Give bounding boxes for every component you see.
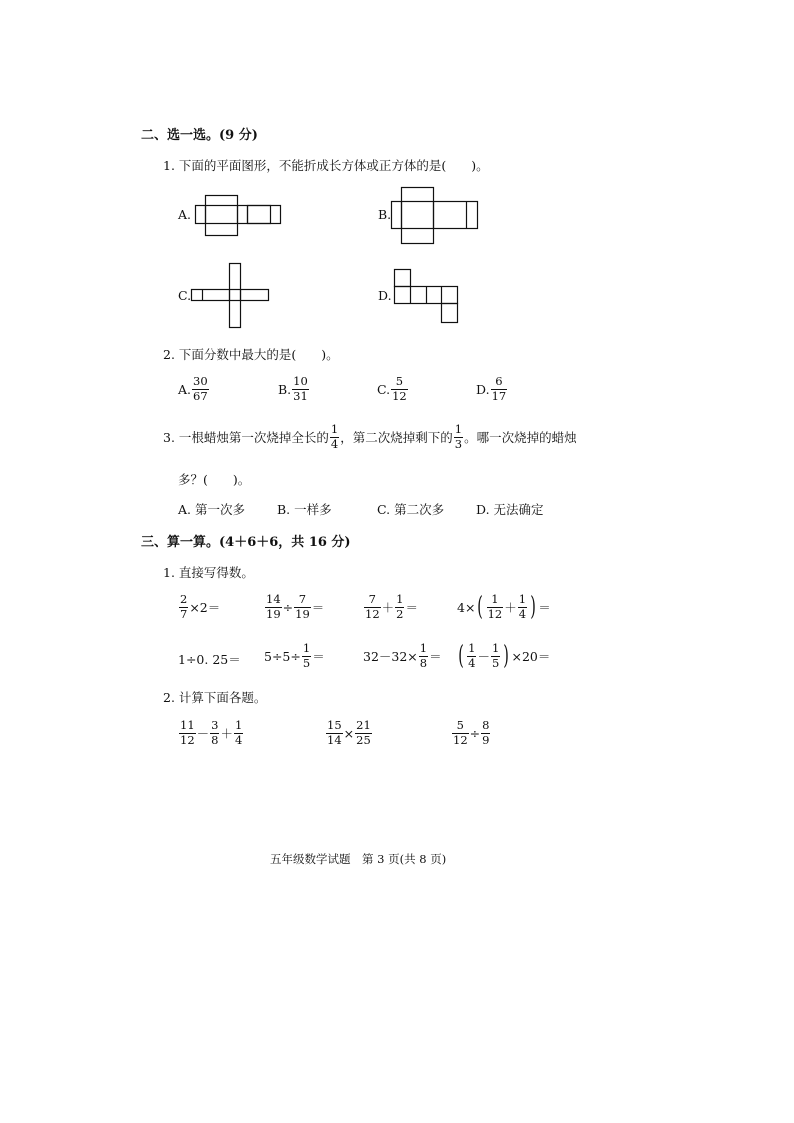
- denominator: 4: [235, 732, 243, 747]
- expression-head: 4×: [457, 599, 476, 615]
- q2-option-b: [278, 376, 310, 402]
- numerator: 1: [492, 641, 500, 655]
- operator: ÷: [469, 725, 481, 741]
- operator: ＋: [220, 726, 233, 741]
- expression-tail: ＝: [311, 600, 325, 615]
- denominator: 8: [419, 655, 428, 670]
- expression-8: [456, 643, 550, 669]
- numerator: 7: [368, 592, 376, 606]
- fraction: [294, 594, 311, 620]
- expression-1: [178, 594, 220, 620]
- fraction: [265, 594, 282, 620]
- numerator: 15: [327, 718, 342, 732]
- denominator: 8: [211, 732, 219, 747]
- fraction: [326, 720, 343, 746]
- expression-tail: ×2＝: [189, 600, 221, 615]
- fraction: [419, 643, 428, 669]
- expression-6: [264, 643, 325, 669]
- numerator: 11: [180, 718, 195, 732]
- section-3-title: 三、算一算。(4＋6＋6，共 16 分): [141, 535, 351, 550]
- denominator: 2: [396, 606, 404, 621]
- q2-option-c-label: C.: [377, 381, 391, 397]
- page-footer: 五年级数学试题 第 3 页(共 8 页): [270, 852, 447, 866]
- expression-tail: ×20＝: [511, 649, 551, 664]
- numerator: 1: [302, 641, 311, 655]
- fraction: [395, 594, 404, 620]
- expression-tail: ＝: [312, 649, 325, 664]
- numerator: 8: [482, 718, 490, 732]
- numerator: 2: [180, 592, 188, 606]
- numerator: 6: [495, 374, 503, 388]
- net-option-b: [390, 186, 480, 246]
- operator: ＋: [381, 600, 395, 615]
- denominator: 4: [518, 606, 527, 621]
- denominator: 12: [392, 388, 407, 403]
- numerator: 14: [266, 592, 281, 606]
- q2-option-b-label: B.: [278, 381, 292, 397]
- q3-option-d: D. 无法确定: [476, 502, 544, 517]
- numerator: 21: [356, 718, 371, 732]
- denominator: 17: [491, 388, 507, 403]
- denominator: 14: [327, 732, 342, 747]
- fraction: [487, 594, 504, 620]
- q2-option-a-label: A.: [178, 381, 192, 397]
- denominator: 12: [180, 732, 195, 747]
- question-2-2-stem: 2. 下面分数中最大的是( )。: [163, 347, 339, 362]
- q2-option-c: [377, 376, 409, 402]
- question-3-1-stem: 1. 直接写得数。: [163, 565, 254, 580]
- calculation-1: [178, 720, 244, 746]
- operator: ×: [343, 725, 355, 741]
- numerator: 30: [193, 374, 208, 388]
- right-paren: ): [503, 641, 510, 671]
- fraction: [491, 643, 500, 669]
- fraction: [518, 594, 527, 620]
- fraction: [302, 643, 311, 669]
- fraction: [491, 376, 508, 402]
- stem-part: ，第二次烧掉剩下的: [340, 430, 453, 445]
- denominator: 7: [180, 606, 188, 621]
- operator: ÷: [282, 599, 294, 615]
- expression-2: [264, 594, 324, 620]
- stem-part: 。哪一次烧掉的蜡烛: [464, 430, 577, 445]
- expression-head: 5÷5÷: [264, 648, 301, 664]
- numerator: 5: [456, 718, 464, 732]
- q2-option-a: [178, 376, 210, 402]
- expression-head: 32－32×: [363, 649, 418, 664]
- fraction: [454, 424, 463, 450]
- expression-text: 1÷0. 25＝: [178, 652, 241, 667]
- expression-tail: ＝: [405, 600, 418, 615]
- numerator: 1: [491, 592, 499, 606]
- numerator: 10: [293, 374, 308, 388]
- q3-option-a: A. 第一次多: [178, 502, 245, 517]
- q2-option-d-label: D.: [476, 381, 490, 397]
- option-a-label: A.: [178, 207, 192, 222]
- denominator: 12: [453, 732, 468, 747]
- numerator: 5: [395, 374, 404, 388]
- fraction: [179, 720, 196, 746]
- denominator: 9: [482, 732, 490, 747]
- right-paren: ): [530, 592, 536, 622]
- question-3-2-stem: 2. 计算下面各题。: [163, 690, 267, 705]
- denominator: 25: [356, 732, 371, 747]
- numerator: 7: [298, 592, 307, 606]
- denominator: 19: [266, 606, 281, 621]
- expression-3: [363, 594, 418, 620]
- section-2-title: 二、选一选。(9 分): [141, 128, 258, 143]
- fraction: [467, 643, 476, 669]
- denominator: 12: [487, 606, 503, 621]
- fraction: [234, 720, 243, 746]
- expression-4: [457, 594, 551, 620]
- expression-tail: ＝: [538, 600, 551, 615]
- q3-option-b: B. 一样多: [277, 502, 332, 517]
- fraction: [364, 594, 381, 620]
- question-2-3-stem: [163, 424, 577, 450]
- fraction: [292, 376, 309, 402]
- numerator: 1: [396, 592, 404, 606]
- numerator: 1: [330, 422, 339, 436]
- denominator: 5: [492, 655, 500, 670]
- question-2-3-stem-line2: 多？( )。: [178, 472, 251, 487]
- fraction: [391, 376, 408, 402]
- denominator: 31: [293, 388, 308, 403]
- denominator: 19: [295, 606, 310, 621]
- numerator: 1: [235, 718, 243, 732]
- fraction: [355, 720, 372, 746]
- fraction: [210, 720, 219, 746]
- fraction: [481, 720, 490, 746]
- option-b-label: B.: [378, 207, 392, 222]
- calculation-3: [451, 720, 491, 746]
- denominator: 5: [302, 655, 311, 670]
- numerator: 3: [211, 718, 219, 732]
- question-2-1-stem: 1. 下面的平面图形，不能折成长方体或正方体的是( )。: [163, 158, 489, 173]
- q3-option-c: C. 第二次多: [377, 502, 445, 517]
- expression-tail: ＝: [429, 649, 442, 664]
- numerator: 1: [518, 592, 527, 606]
- left-paren: (: [477, 592, 484, 622]
- denominator: 4: [330, 436, 339, 451]
- net-option-d: [390, 268, 462, 326]
- net-option-a: [190, 194, 285, 238]
- q2-option-d: [476, 376, 508, 402]
- denominator: 3: [454, 436, 463, 451]
- expression-7: [363, 643, 442, 669]
- operator: －: [477, 649, 490, 664]
- net-option-c: [190, 262, 272, 330]
- fraction: [330, 424, 339, 450]
- numerator: 1: [419, 641, 428, 655]
- fraction: [192, 376, 209, 402]
- left-paren: (: [458, 641, 464, 671]
- fraction: [452, 720, 469, 746]
- numerator: 1: [454, 422, 463, 436]
- option-c-label: C.: [178, 288, 192, 303]
- operator: ＋: [504, 600, 517, 615]
- calculation-2: [325, 720, 373, 746]
- expression-5: [178, 650, 241, 668]
- stem-part: 3. 一根蜡烛第一次烧掉全长的: [163, 430, 329, 445]
- numerator: 1: [468, 641, 476, 655]
- denominator: 4: [468, 655, 476, 670]
- option-d-label: D.: [378, 288, 392, 303]
- fraction: [179, 594, 188, 620]
- operator: －: [196, 726, 210, 741]
- denominator: 67: [193, 388, 208, 403]
- denominator: 12: [365, 606, 380, 621]
